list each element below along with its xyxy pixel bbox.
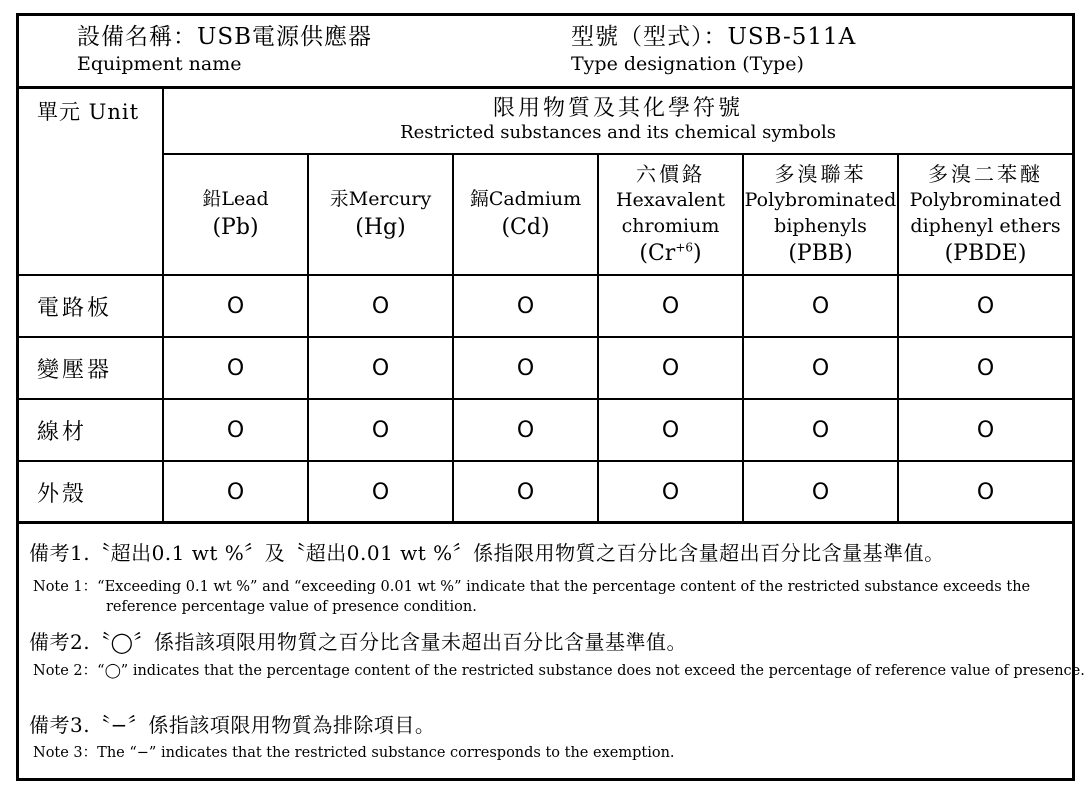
presence-mark: O [453, 399, 598, 461]
chemical-symbol [599, 239, 742, 269]
unit-name: 變壓器 [19, 337, 163, 399]
table-row [19, 337, 1072, 399]
note-3-zh: 備考3.〝−〞係指該項限用物質為排除項目。 [29, 713, 436, 737]
substance-name-en: 鉛Lead [202, 188, 269, 210]
substance-name-en: 鎘Cadmium [469, 188, 582, 210]
chemical-symbol-superscript: +6 [675, 240, 694, 255]
presence-mark: O [743, 399, 898, 461]
chemical-symbol-end: ) [693, 240, 702, 266]
presence-mark: O [598, 337, 743, 399]
substance-name-en: chromium [621, 214, 720, 237]
restricted-substances-table [19, 86, 1072, 524]
presence-mark: O [163, 461, 308, 523]
header-section [19, 16, 1072, 89]
presence-mark: O [743, 275, 898, 337]
chemical-symbol [309, 213, 452, 243]
presence-mark: O [453, 337, 598, 399]
chemical-symbol-text: (Hg) [355, 215, 406, 240]
type-designation-zh: 型號（型式）：USB-511A [571, 24, 857, 50]
note-2-zh: 備考2.〝◯〞係指該項限用物質之百分比含量未超出百分比含量基準值。 [29, 630, 687, 654]
substance-header-1 [163, 154, 308, 275]
restricted-substances-title-en: Restricted substances and its chemical symbols [400, 121, 836, 143]
substance-header-row [19, 154, 1072, 275]
unit-column-header: 單元 Unit [19, 86, 163, 275]
type-designation-en: Type designation (Type) [571, 53, 804, 75]
substance-name-en: Polybrominated [909, 188, 1062, 211]
chemical-symbol-text: (Cd) [501, 215, 550, 240]
presence-mark: O [598, 461, 743, 523]
equipment-name-en: Equipment name [77, 53, 242, 75]
substance-name-en: 汞Mercury [329, 188, 432, 210]
substance-header-5 [743, 154, 898, 275]
presence-mark: O [163, 275, 308, 337]
presence-mark: O [898, 337, 1072, 399]
restricted-substances-header [163, 86, 1072, 154]
unit-name: 線材 [19, 399, 163, 461]
presence-mark: O [453, 275, 598, 337]
presence-mark: O [598, 275, 743, 337]
table-row [19, 399, 1072, 461]
equipment-name-zh: 設備名稱：USB電源供應器 [77, 24, 373, 50]
notes-section [19, 521, 1085, 778]
presence-mark: O [163, 337, 308, 399]
chemical-symbol [744, 239, 897, 269]
substance-header-3 [453, 154, 598, 275]
substance-name-en: Polybrominated [744, 188, 897, 211]
substance-name-en: biphenyls [774, 214, 867, 237]
restricted-substances-title-zh: 限用物質及其化學符號 [493, 95, 744, 121]
note-1-en: Note 1：“Exceeding 0.1 wt %” and “exceeding 0.01 wt %” indicate that the percentage content of the restricted substance exceeds the [33, 579, 1031, 595]
note-2-en: Note 2：“◯” indicates that the percentage content of the restricted substance does not exceed the percentage of reference value of presence. [33, 663, 1085, 679]
substance-name-en: Hexavalent [615, 188, 726, 211]
table-body [19, 275, 1072, 523]
substance-name-zh: 多溴聯苯 [774, 161, 867, 186]
presence-mark: O [308, 461, 453, 523]
chemical-symbol-text: (PBDE) [944, 240, 1027, 266]
presence-mark: O [743, 461, 898, 523]
presence-mark: O [308, 275, 453, 337]
presence-mark: O [163, 399, 308, 461]
chemical-symbol-text: (Cr [639, 240, 676, 266]
unit-name: 外殼 [19, 461, 163, 523]
chemical-symbol-text: (PBB) [788, 240, 853, 266]
presence-mark: O [308, 399, 453, 461]
substance-name-zh: 六價鉻 [636, 161, 705, 186]
presence-mark: O [308, 337, 453, 399]
presence-mark: O [743, 337, 898, 399]
note-3-en: Note 3：The “−” indicates that the restricted substance corresponds to the exemption. [33, 745, 675, 761]
substance-name-en: diphenyl ethers [910, 214, 1061, 237]
chemical-symbol [899, 239, 1072, 269]
presence-mark: O [453, 461, 598, 523]
presence-mark: O [598, 399, 743, 461]
chemical-symbol-text: (Pb) [212, 215, 259, 240]
presence-mark: O [898, 461, 1072, 523]
type-designation-block [571, 22, 856, 76]
presence-mark: O [898, 399, 1072, 461]
table-row [19, 275, 1072, 337]
chemical-symbol [164, 213, 307, 243]
substance-header-4 [598, 154, 743, 275]
equipment-name-block [77, 22, 372, 76]
table-row [19, 461, 1072, 523]
substance-header-6 [898, 154, 1072, 275]
rohs-declaration-frame [16, 13, 1085, 781]
substance-name-zh: 多溴二苯醚 [928, 161, 1043, 186]
presence-mark: O [898, 275, 1072, 337]
chemical-symbol [454, 213, 597, 243]
note-1-zh: 備考1.〝超出0.1 wt %〞及〝超出0.01 wt %〞係指限用物質之百分比含量超出百分比含量基準值。 [29, 541, 945, 565]
unit-name: 電路板 [19, 275, 163, 337]
substance-header-2 [308, 154, 453, 275]
note-1-en-continued: reference percentage value of presence condition. [106, 599, 477, 615]
